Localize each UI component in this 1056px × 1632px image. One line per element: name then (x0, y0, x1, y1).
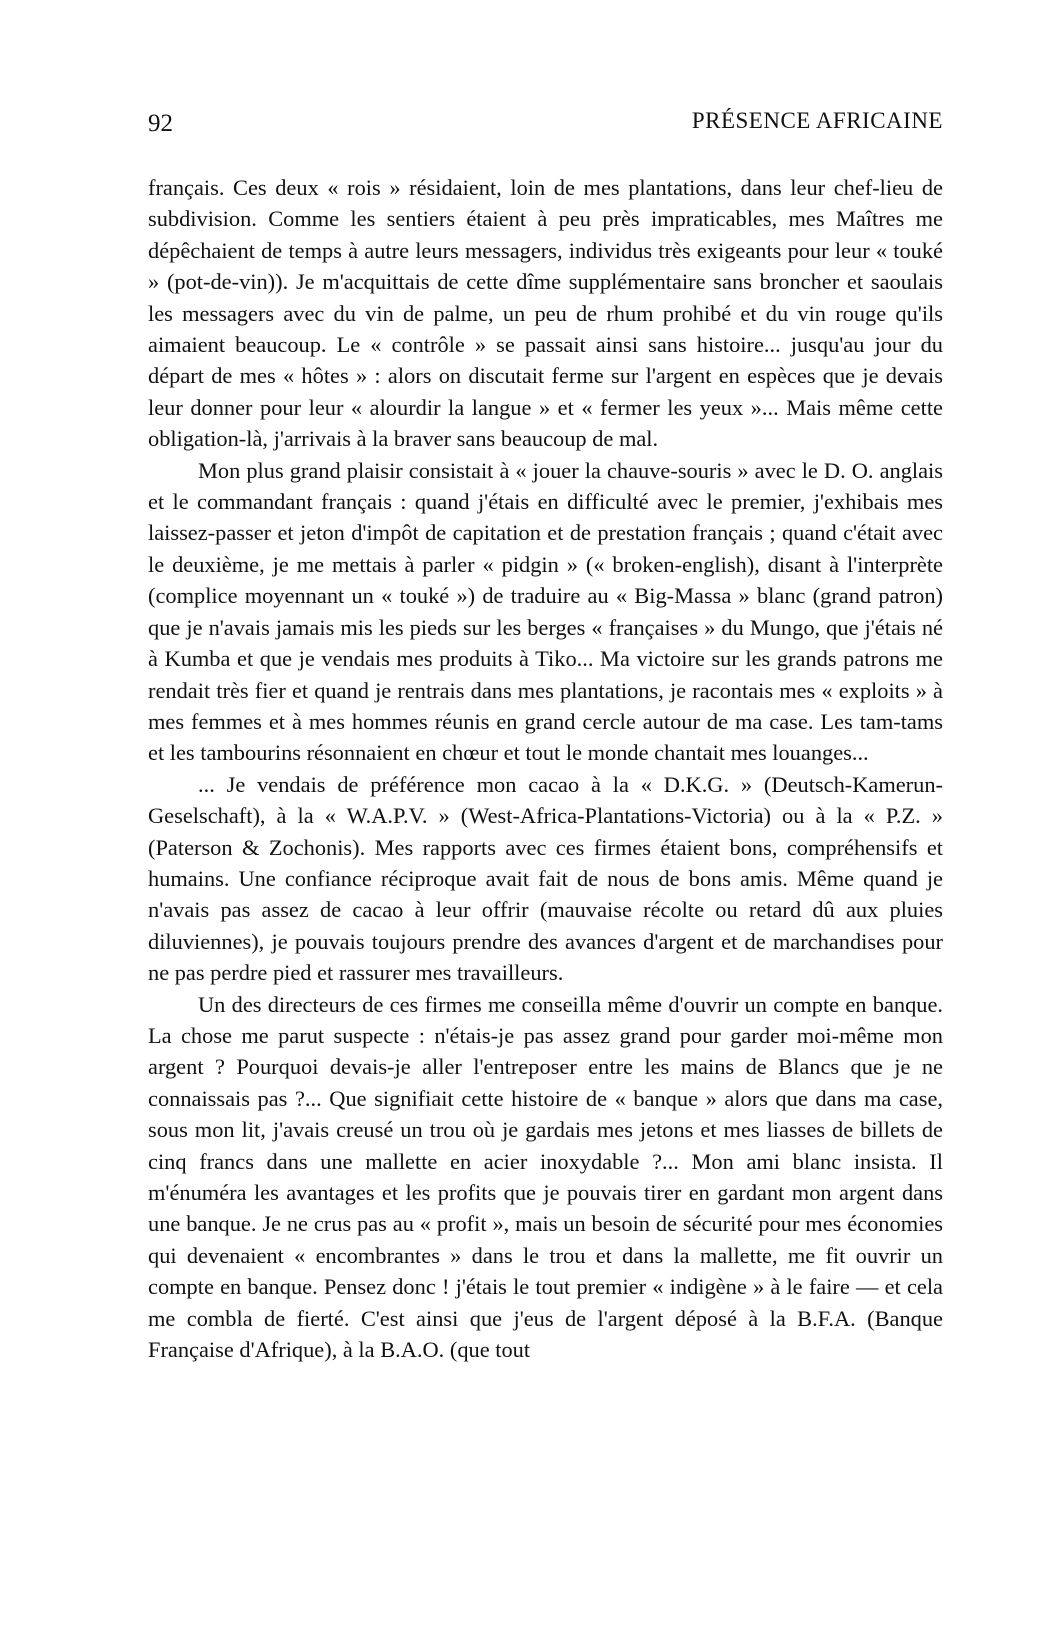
paragraph-bank-account: Un des directeurs de ces firmes me conseilla même d'ouvrir un compte en banque. La chose me parut suspecte : n'étais-je pas assez grand pour garder moi-même mon argent ? Pourquoi devais-je aller l'entreposer entre les mains de Blancs que je ne connaissais pas ?... Que signifiait cette histoire de « banque » alors que dans ma case, sous mon lit, j'avais creusé un trou où je gardais mes jetons et mes liasses de billets de cinq francs dans une mallette en acier inoxydable ?... Mon ami blanc insista. Il m'énuméra les avantages et les profits que je pouvais tirer en gardant mon argent dans une banque. Je ne crus pas au « profit », mais un besoin de sécurité pour mes économies qui devenaient « encombrantes » dans le trou et dans la mallette, me fit ouvrir un compte en banque. Pensez donc ! j'étais le tout premier « indigène » à le faire — et cela me combla de fierté. C'est ainsi que j'eus de l'argent déposé à la B.F.A. (Banque Française d'Afrique), à la B.A.O. (que tout (148, 991, 943, 1363)
paragraph-continued: français. Ces deux « rois » résidaient, loin de mes plantations, dans leur chef-lieu de subdivision. Comme les sentiers étaient à peu près impraticables, mes Maîtres me dépêchaient de temps à autre leurs messagers, individus très exigeants pour leur « touké » (pot-de-vin)). Je m'acquittais de cette dîme supplémentaire sans broncher et saoulais les messagers avec du vin de palme, un peu de rhum prohibé et du vin rouge qu'ils aimaient beaucoup. Le « contrôle » se passait ainsi sans histoire... jusqu'au jour du départ de mes « hôtes » : alors on discutait ferme sur l'argent en espèces que je devais leur donner pour leur « alourdir la langue » et « fermer les yeux »... Mais même cette obligation-là, j'arrivais à la braver sans beaucoup de mal. (148, 175, 943, 452)
page-header (148, 100, 943, 144)
page-number: 92 (148, 110, 173, 137)
paragraph-cacao-firms: ... Je vendais de préférence mon cacao à la « D.K.G. » (Deutsch-Kamerun-Geselschaft), à la « W.A.P.V. » (West-Africa-Plantations-Victoria) ou à la « P.Z. » (Paterson & Zochonis). Mes rapports avec ces firmes étaient bons, compréhensifs et humains. Une confiance réciproque avait fait de nous de bons amis. Même quand je n'avais pas assez de cacao à leur offrir (mauvaise récolte ou retard dû aux pluies diluviennes), je pouvais toujours prendre des avances d'argent et de marchandises pour ne pas perdre pied et rassurer mes travailleurs. (148, 771, 943, 986)
paragraph-chauve-souris: Mon plus grand plaisir consistait à « jouer la chauve-souris » avec le D. O. anglais et le commandant français : quand j'étais en difficulté avec le premier, j'exhibais mes laissez-passer et jeton d'impôt de capitation et de prestation français ; quand c'était avec le deuxième, je me mettais à parler « pidgin » (« broken-english), disant à l'interprète (complice moyennant un « touké ») de traduire au « Big-Massa » blanc (grand patron) que je n'avais jamais mis les pieds sur les berges « françaises » du Mungo, que j'étais né à Kumba et que je vendais mes produits à Tiko... Ma victoire sur les grands patrons me rendait très fier et quand je rentrais dans mes plantations, je racontais mes « exploits » à mes femmes et à mes hommes réunis en grand cercle autour de ma case. Les tam-tams et les tambourins résonnaient en chœur et tout le monde chantait mes louanges... (148, 457, 943, 766)
book-page (148, 100, 943, 1365)
body-text (148, 172, 943, 1365)
running-title: PRÉSENCE AFRICAINE (691, 108, 943, 133)
